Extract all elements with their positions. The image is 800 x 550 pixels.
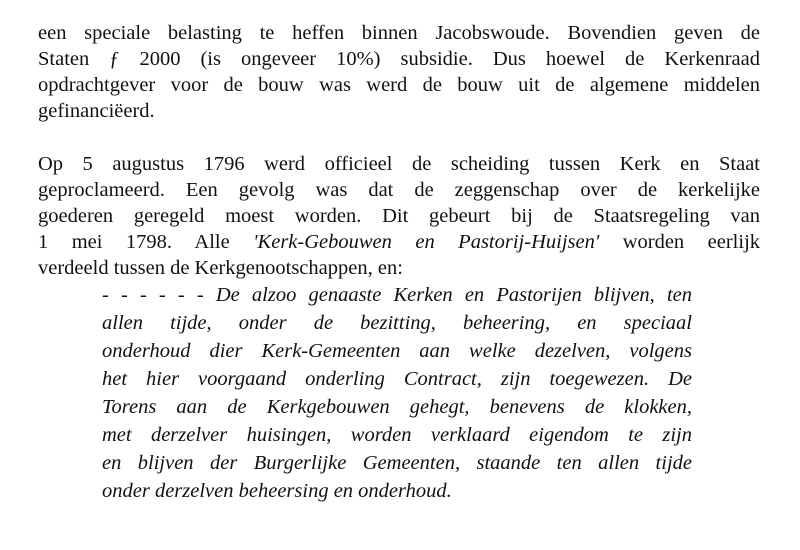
text-line-mixed [38,229,760,255]
text-line: opdrachtgever voor de bouw was werd de bouw uit de algemene middelen [38,74,760,96]
quote-line: Torens aan de Kerkgebouwen gehegt, benevens de klokken, [102,396,692,418]
text-segment: 1 mei 1798. Alle [38,231,254,253]
italic-quote-title: 'Kerk-Gebouwen en Pastorij-Huijsen' [253,231,600,253]
block-quote [102,281,692,505]
text-line: goederen geregeld moest worden. Dit gebeurt bij de Staatsregeling van [38,205,760,227]
text-line: Staten ƒ 2000 (is ongeveer 10%) subsidie. Dus hoewel de Kerkenraad [38,48,760,70]
text-line: verdeeld tussen de Kerkgenootschappen, en: [38,257,403,279]
text-segment: worden eerlijk [599,231,761,253]
text-line: gefinanciëerd. [38,100,155,122]
text-line: een speciale belasting te heffen binnen Jacobswoude. Bovendien geven de [38,22,760,44]
text-line: Op 5 augustus 1796 werd officieel de scheiding tussen Kerk en Staat [38,153,760,175]
quote-line: onder derzelven beheersing en onderhoud. [102,480,452,502]
text-line: geproclameerd. Een gevolg was dat de zeggenschap over de kerkelijke [38,179,760,201]
quote-line: en blijven der Burgerlijke Gemeenten, staande ten allen tijde [102,452,692,474]
quote-line: onderhoud dier Kerk-Gemeenten aan welke dezelven, volgens [102,340,692,362]
paragraph-2 [38,151,760,281]
quote-line: met derzelver huisingen, worden verklaard eigendom te zijn [102,424,692,446]
document-page [38,20,760,505]
quote-line: allen tijde, onder de bezitting, beheering, en speciaal [102,312,692,334]
quote-line: - - - - - - De alzoo genaaste Kerken en Pastorijen blijven, ten [102,284,692,306]
paragraph-gap [38,124,760,151]
quote-line: het hier voorgaand onderling Contract, zijn toegewezen. De [102,368,692,390]
paragraph-1 [38,20,760,124]
